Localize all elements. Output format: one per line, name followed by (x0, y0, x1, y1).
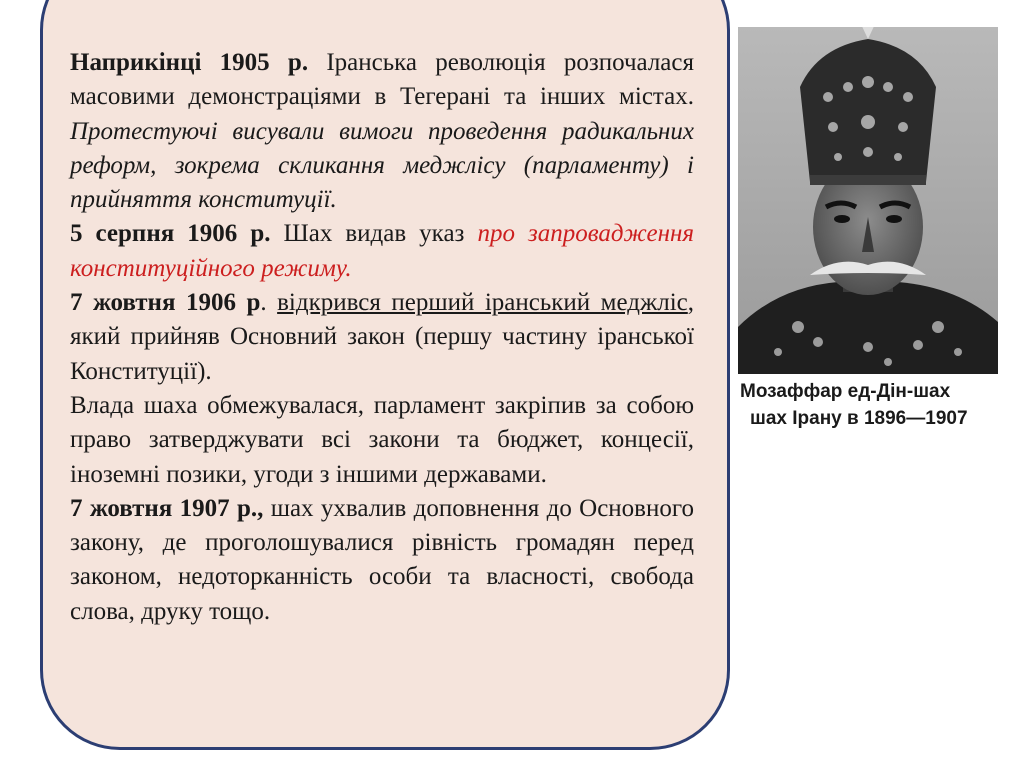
shah-portrait (738, 27, 998, 374)
paragraph-shah-power-text: Влада шаха обмежувалася, парламент закріпив за собою право затверджувати всі закони та бюджет, концесії, іноземні позики, угоди з іншими державами. (70, 391, 694, 488)
paragraph-oct-1906-text: , який прийняв Основний закон (першу частину іранської Конституції). (70, 289, 695, 385)
constitutional-regime-highlight: про запровадження конституційного режиму. (70, 220, 695, 282)
paragraph-1905 (70, 46, 694, 217)
paragraph-oct-1906-dot: . (260, 289, 278, 317)
date-1905: Наприкінці 1905 р. (70, 49, 309, 76)
caption-reign: шах Ірану в 1896—1907 (750, 408, 968, 429)
paragraph-oct-1907-text: шах ухвалив доповнення до Основного закону, де проголошувалися рівність громадян перед законом, недоторканність особи та власності, свобода слова, друку тощо. (70, 494, 694, 625)
caption-name: Мозаффар ед-Дін-шах (740, 381, 951, 402)
date-aug-1906: 5 серпня 1906 р. (70, 220, 271, 248)
portrait-caption (730, 378, 1010, 432)
paragraph-aug-1906-text: Шах видав указ (270, 220, 478, 248)
majlis-opened-underlined: відкрився перший іранський меджліс (277, 289, 688, 317)
date-oct-1906: 7 жовтня 1906 р (70, 289, 261, 317)
paragraph-aug-1906 (70, 217, 694, 286)
text-content (70, 46, 694, 629)
date-oct-1907: 7 жовтня 1907 р., (70, 494, 264, 522)
paragraph-1905-text: Іранська революція розпочалася масовими демонстраціями в Тегерані та інших містах. (70, 49, 695, 111)
paragraph-oct-1906 (70, 286, 694, 389)
paragraph-shah-power (70, 389, 694, 492)
paragraph-1905-demands: Протестуючі висували вимоги проведення радикальних реформ, зокрема скликання меджлісу (парламенту) і прийняття конституції. (70, 117, 694, 214)
paragraph-oct-1907 (70, 492, 694, 629)
